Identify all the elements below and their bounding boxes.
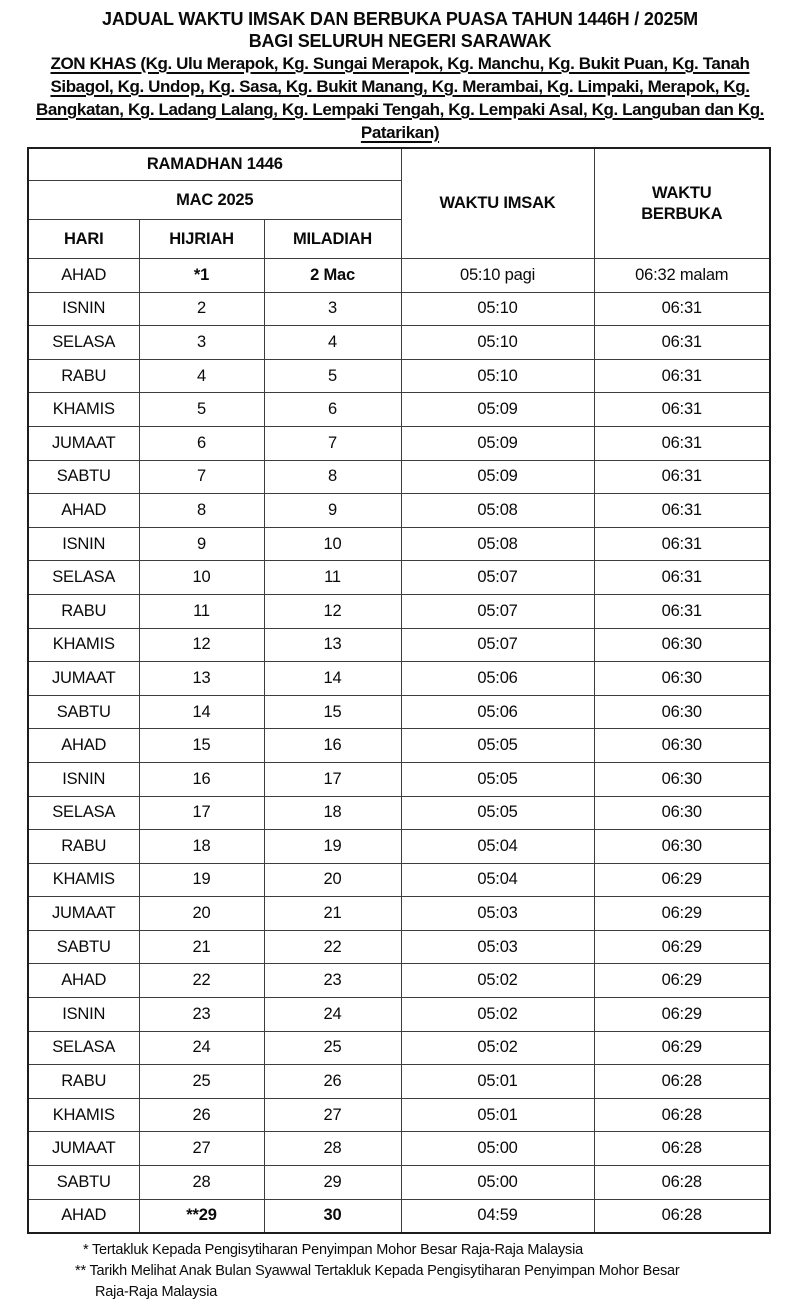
berbuka-time-cell: 06:30 — [594, 695, 770, 729]
day-cell: SABTU — [28, 1166, 139, 1200]
hijriah-cell: 9 — [139, 527, 264, 561]
imsak-time-cell: 05:05 — [401, 762, 594, 796]
hijriah-cell: 3 — [139, 326, 264, 360]
hijriah-cell: 7 — [139, 460, 264, 494]
header-month-gregorian: MAC 2025 — [28, 181, 401, 220]
schedule-body — [28, 259, 770, 1234]
imsak-time-cell: 05:04 — [401, 830, 594, 864]
table-row — [28, 259, 770, 293]
day-cell: SABTU — [28, 460, 139, 494]
table-row — [28, 426, 770, 460]
miladiah-cell: 22 — [264, 930, 401, 964]
miladiah-cell: 4 — [264, 326, 401, 360]
hijriah-cell: *1 — [139, 259, 264, 293]
day-cell: KHAMIS — [28, 1098, 139, 1132]
day-cell: RABU — [28, 1065, 139, 1099]
imsak-time-cell: 05:08 — [401, 494, 594, 528]
miladiah-cell: 17 — [264, 762, 401, 796]
berbuka-time-cell: 06:30 — [594, 729, 770, 763]
table-row — [28, 1065, 770, 1099]
table-row — [28, 460, 770, 494]
imsak-time-cell: 05:09 — [401, 460, 594, 494]
schedule-table — [27, 147, 771, 1234]
imsak-time-cell: 05:00 — [401, 1166, 594, 1200]
berbuka-time-cell: 06:28 — [594, 1166, 770, 1200]
berbuka-time-cell: 06:31 — [594, 561, 770, 595]
table-row — [28, 1132, 770, 1166]
hijriah-cell: 24 — [139, 1031, 264, 1065]
berbuka-time-cell: 06:32 malam — [594, 259, 770, 293]
zone-heading-line: Bangkatan, Kg. Ladang Lalang, Kg. Lempaki Tengah, Kg. Lempaki Asal, Kg. Languban dan Kg. — [36, 100, 764, 119]
imsak-time-cell: 05:02 — [401, 1031, 594, 1065]
zone-heading-line: Patarikan) — [360, 123, 440, 142]
miladiah-cell: 25 — [264, 1031, 401, 1065]
hijriah-cell: 2 — [139, 292, 264, 326]
table-row — [28, 561, 770, 595]
imsak-time-cell: 05:10 — [401, 359, 594, 393]
imsak-time-cell: 05:04 — [401, 863, 594, 897]
berbuka-time-cell: 06:31 — [594, 292, 770, 326]
miladiah-cell: 13 — [264, 628, 401, 662]
berbuka-time-cell: 06:28 — [594, 1199, 770, 1233]
table-row — [28, 1098, 770, 1132]
table-row — [28, 930, 770, 964]
miladiah-cell: 11 — [264, 561, 401, 595]
page-title: JADUAL WAKTU IMSAK DAN BERBUKA PUASA TAHUN 1446H / 2025M — [102, 9, 698, 29]
day-cell: AHAD — [28, 729, 139, 763]
miladiah-cell: 2 Mac — [264, 259, 401, 293]
miladiah-cell: 5 — [264, 359, 401, 393]
table-row — [28, 695, 770, 729]
berbuka-time-cell: 06:29 — [594, 1031, 770, 1065]
miladiah-cell: 23 — [264, 964, 401, 998]
imsak-time-cell: 05:10 pagi — [401, 259, 594, 293]
berbuka-time-cell: 06:29 — [594, 897, 770, 931]
imsak-time-cell: 05:03 — [401, 930, 594, 964]
day-cell: KHAMIS — [28, 863, 139, 897]
berbuka-time-cell: 06:30 — [594, 662, 770, 696]
hijriah-cell: 25 — [139, 1065, 264, 1099]
header-col-miladiah: MILADIAH — [264, 220, 401, 259]
hijriah-cell: 10 — [139, 561, 264, 595]
hijriah-cell: 26 — [139, 1098, 264, 1132]
hijriah-cell: 21 — [139, 930, 264, 964]
day-cell: ISNIN — [28, 998, 139, 1032]
berbuka-time-cell: 06:31 — [594, 393, 770, 427]
day-cell: ISNIN — [28, 292, 139, 326]
header-waktu-imsak — [401, 148, 594, 259]
miladiah-cell: 15 — [264, 695, 401, 729]
imsak-time-cell: 05:01 — [401, 1098, 594, 1132]
zone-heading — [0, 52, 800, 144]
hijriah-cell: 28 — [139, 1166, 264, 1200]
day-cell: SELASA — [28, 326, 139, 360]
miladiah-cell: 27 — [264, 1098, 401, 1132]
berbuka-time-cell: 06:30 — [594, 628, 770, 662]
day-cell: RABU — [28, 359, 139, 393]
day-cell: AHAD — [28, 259, 139, 293]
zone-heading-line: ZON KHAS (Kg. Ulu Merapok, Kg. Sungai Merapok, Kg. Manchu, Kg. Bukit Puan, Kg. Tanah — [50, 54, 750, 73]
header-waktu-berbuka-label: WAKTU BERBUKA — [641, 183, 723, 223]
imsak-time-cell: 05:10 — [401, 292, 594, 326]
table-row — [28, 762, 770, 796]
berbuka-time-cell: 06:31 — [594, 594, 770, 628]
header-col-hari: HARI — [28, 220, 139, 259]
table-row — [28, 796, 770, 830]
imsak-time-cell: 05:05 — [401, 796, 594, 830]
footnote-2: ** Tarikh Melihat Anak Bulan Syawwal Tertakluk Kepada Pengisytiharan Penyimpan Mohor Besar — [75, 1263, 680, 1280]
imsak-time-cell: 05:01 — [401, 1065, 594, 1099]
header-waktu-imsak-label: WAKTU IMSAK — [439, 194, 556, 212]
miladiah-cell: 7 — [264, 426, 401, 460]
hijriah-cell: 4 — [139, 359, 264, 393]
miladiah-cell: 6 — [264, 393, 401, 427]
imsak-time-cell: 05:07 — [401, 561, 594, 595]
header-col-hijriah: HIJRIAH — [139, 220, 264, 259]
imsak-time-cell: 05:08 — [401, 527, 594, 561]
berbuka-time-cell: 06:29 — [594, 964, 770, 998]
table-row — [28, 1031, 770, 1065]
schedule-header — [28, 148, 770, 259]
berbuka-time-cell: 06:31 — [594, 359, 770, 393]
hijriah-cell: 15 — [139, 729, 264, 763]
hijriah-cell: 27 — [139, 1132, 264, 1166]
miladiah-cell: 12 — [264, 594, 401, 628]
day-cell: SABTU — [28, 930, 139, 964]
day-cell: RABU — [28, 594, 139, 628]
berbuka-time-cell: 06:31 — [594, 426, 770, 460]
table-row — [28, 393, 770, 427]
table-row — [28, 292, 770, 326]
table-row — [28, 729, 770, 763]
imsak-time-cell: 05:06 — [401, 695, 594, 729]
imsak-time-cell: 05:10 — [401, 326, 594, 360]
table-row — [28, 863, 770, 897]
day-cell: KHAMIS — [28, 628, 139, 662]
hijriah-cell: 8 — [139, 494, 264, 528]
hijriah-cell: **29 — [139, 1199, 264, 1233]
day-cell: JUMAAT — [28, 426, 139, 460]
berbuka-time-cell: 06:31 — [594, 527, 770, 561]
hijriah-cell: 14 — [139, 695, 264, 729]
header-month-hijri: RAMADHAN 1446 — [28, 148, 401, 181]
footnotes — [0, 1240, 800, 1303]
hijriah-cell: 6 — [139, 426, 264, 460]
day-cell: AHAD — [28, 1199, 139, 1233]
miladiah-cell: 19 — [264, 830, 401, 864]
imsak-time-cell: 05:02 — [401, 964, 594, 998]
hijriah-cell: 12 — [139, 628, 264, 662]
berbuka-time-cell: 06:28 — [594, 1098, 770, 1132]
miladiah-cell: 16 — [264, 729, 401, 763]
hijriah-cell: 20 — [139, 897, 264, 931]
miladiah-cell: 24 — [264, 998, 401, 1032]
day-cell: KHAMIS — [28, 393, 139, 427]
miladiah-cell: 20 — [264, 863, 401, 897]
miladiah-cell: 30 — [264, 1199, 401, 1233]
miladiah-cell: 14 — [264, 662, 401, 696]
berbuka-time-cell: 06:30 — [594, 796, 770, 830]
berbuka-time-cell: 06:30 — [594, 762, 770, 796]
day-cell: JUMAAT — [28, 662, 139, 696]
table-row — [28, 628, 770, 662]
imsak-time-cell: 04:59 — [401, 1199, 594, 1233]
day-cell: SABTU — [28, 695, 139, 729]
berbuka-time-cell: 06:29 — [594, 930, 770, 964]
imsak-time-cell: 05:00 — [401, 1132, 594, 1166]
imsak-time-cell: 05:07 — [401, 628, 594, 662]
miladiah-cell: 8 — [264, 460, 401, 494]
miladiah-cell: 21 — [264, 897, 401, 931]
berbuka-time-cell: 06:31 — [594, 494, 770, 528]
berbuka-time-cell: 06:30 — [594, 830, 770, 864]
day-cell: RABU — [28, 830, 139, 864]
table-row — [28, 897, 770, 931]
footnote-1: * Tertakluk Kepada Pengisytiharan Penyimpan Mohor Besar Raja-Raja Malaysia — [83, 1242, 583, 1259]
miladiah-cell: 28 — [264, 1132, 401, 1166]
footnote-2-continued: Raja-Raja Malaysia — [95, 1284, 218, 1301]
table-row — [28, 1199, 770, 1233]
table-row — [28, 359, 770, 393]
hijriah-cell: 18 — [139, 830, 264, 864]
table-row — [28, 527, 770, 561]
berbuka-time-cell: 06:31 — [594, 460, 770, 494]
imsak-time-cell: 05:03 — [401, 897, 594, 931]
day-cell: AHAD — [28, 494, 139, 528]
hijriah-cell: 11 — [139, 594, 264, 628]
berbuka-time-cell: 06:29 — [594, 863, 770, 897]
miladiah-cell: 3 — [264, 292, 401, 326]
day-cell: ISNIN — [28, 527, 139, 561]
day-cell: ISNIN — [28, 762, 139, 796]
hijriah-cell: 17 — [139, 796, 264, 830]
table-row — [28, 594, 770, 628]
table-row — [28, 326, 770, 360]
miladiah-cell: 29 — [264, 1166, 401, 1200]
header-waktu-berbuka — [594, 148, 770, 259]
day-cell: SELASA — [28, 1031, 139, 1065]
page-subtitle: BAGI SELURUH NEGERI SARAWAK — [248, 31, 552, 51]
imsak-time-cell: 05:09 — [401, 426, 594, 460]
table-row — [28, 1166, 770, 1200]
imsak-time-cell: 05:05 — [401, 729, 594, 763]
hijriah-cell: 23 — [139, 998, 264, 1032]
berbuka-time-cell: 06:28 — [594, 1132, 770, 1166]
hijriah-cell: 5 — [139, 393, 264, 427]
table-row — [28, 494, 770, 528]
miladiah-cell: 26 — [264, 1065, 401, 1099]
miladiah-cell: 9 — [264, 494, 401, 528]
imsak-time-cell: 05:09 — [401, 393, 594, 427]
day-cell: JUMAAT — [28, 1132, 139, 1166]
table-row — [28, 830, 770, 864]
zone-heading-line: Sibagol, Kg. Undop, Kg. Sasa, Kg. Bukit Manang, Kg. Merambai, Kg. Limpaki, Merapok, Kg. — [50, 77, 750, 96]
miladiah-cell: 10 — [264, 527, 401, 561]
table-row — [28, 662, 770, 696]
hijriah-cell: 13 — [139, 662, 264, 696]
day-cell: JUMAAT — [28, 897, 139, 931]
day-cell: SELASA — [28, 561, 139, 595]
hijriah-cell: 16 — [139, 762, 264, 796]
header-row-hijri-month — [28, 148, 770, 181]
table-row — [28, 998, 770, 1032]
imsak-time-cell: 05:02 — [401, 998, 594, 1032]
miladiah-cell: 18 — [264, 796, 401, 830]
day-cell: SELASA — [28, 796, 139, 830]
hijriah-cell: 19 — [139, 863, 264, 897]
imsak-time-cell: 05:06 — [401, 662, 594, 696]
hijriah-cell: 22 — [139, 964, 264, 998]
imsak-time-cell: 05:07 — [401, 594, 594, 628]
berbuka-time-cell: 06:29 — [594, 998, 770, 1032]
day-cell: AHAD — [28, 964, 139, 998]
table-row — [28, 964, 770, 998]
berbuka-time-cell: 06:31 — [594, 326, 770, 360]
berbuka-time-cell: 06:28 — [594, 1065, 770, 1099]
